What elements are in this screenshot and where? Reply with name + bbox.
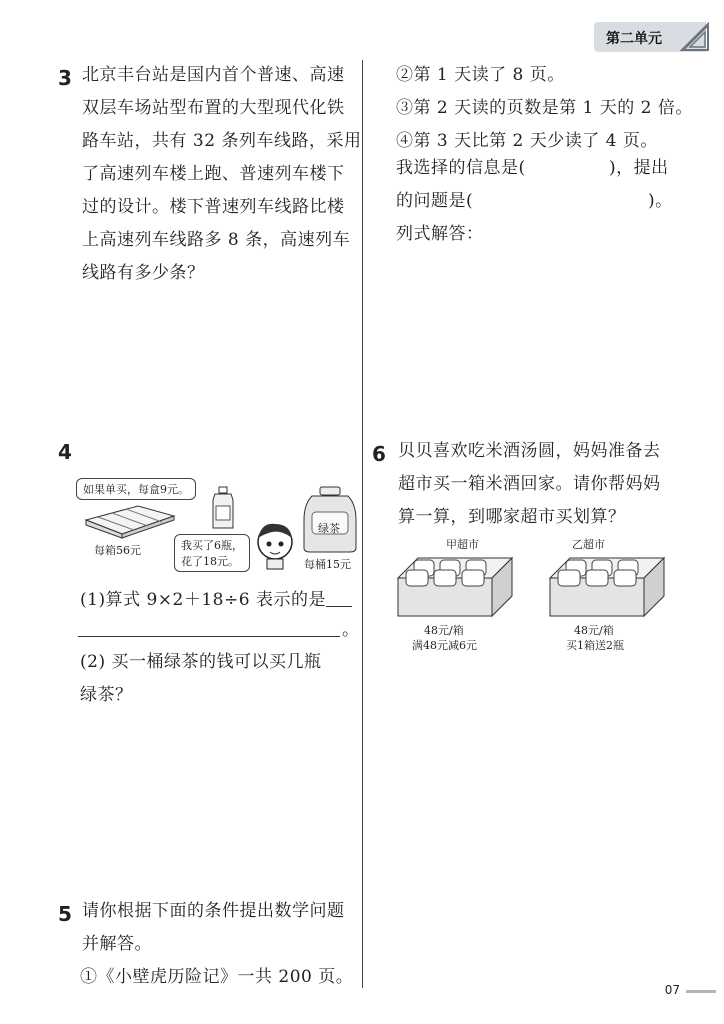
tea-box-caption: 每箱56元 [94,544,141,557]
child-character-image [252,520,298,570]
q4-part1-period: 。 [342,620,360,640]
store-b-promo: 买1箱送2瓶 [566,639,624,652]
q5-choose-prefix: 我选择的信息是( [396,158,526,178]
q6-line: 超市买一箱米酒回家。请你帮妈妈 [398,474,661,494]
bubble-line: 我买了6瓶， [181,539,243,552]
question-6-number: 6 [372,442,386,466]
store-a-promo: 满48元减6元 [412,639,477,652]
green-tea-label: 绿茶 [318,522,340,535]
q3-line: 上高速列车线路多 8 条，高速列车 [82,230,351,250]
q4-part1-text: (1)算式 9×2＋18÷6 表示的是 [80,590,326,610]
unit-label: 第二单元 [606,31,662,47]
tea-bottle-image [210,486,236,530]
q4-part1-answer-blank[interactable] [326,606,352,607]
q5-condition: ③第 2 天读的页数是第 1 天的 2 倍。 [396,98,693,118]
ruler-triangle-icon [678,20,712,54]
page-number-accent [686,990,716,993]
speech-bubble-bought [174,534,250,572]
q3-line: 过的设计。楼下普速列车线路比楼 [82,197,345,217]
tea-box-image [78,498,178,540]
q6-line: 算一算，到哪家超市买划算？ [398,507,626,527]
q3-line: 双层车场站型布置的大型现代化铁 [82,98,345,118]
q4-part2-line: (2) 买一桶绿茶的钱可以买几瓶 [80,652,322,672]
q5-answer-label: 列式解答： [396,224,484,244]
q5-line: 并解答。 [82,934,152,954]
speech-bubble-single-price: 如果单买，每盒9元。 [76,478,196,500]
question-3-number: 3 [58,66,72,90]
q5-condition: ④第 3 天比第 2 天少读了 4 页。 [396,131,658,151]
question-5-number: 5 [58,902,72,926]
q6-line: 贝贝喜欢吃米酒汤圆，妈妈准备去 [398,441,661,461]
store-a-price: 48元/箱 [424,624,464,637]
question-4-number: 4 [58,440,72,464]
q5-condition: ①《小壁虎历险记》一共 200 页。 [80,967,354,987]
q5-question-prefix: 的问题是( [396,191,474,211]
column-divider [362,60,363,988]
q5-line: 请你根据下面的条件提出数学问题 [82,901,345,921]
q3-line: 北京丰台站是国内首个普速、高速 [82,65,345,85]
store-b-name: 乙超市 [572,538,605,551]
q3-line: 了高速列车楼上跑、普速列车楼下 [82,164,345,184]
green-tea-bucket-caption: 每桶15元 [304,558,351,571]
store-b-price: 48元/箱 [574,624,614,637]
q3-line: 线路有多少条？ [82,263,205,283]
q4-part1-answer-blank[interactable] [78,636,340,637]
page-number: 07 [664,983,680,997]
q5-question-suffix: )。 [648,191,673,211]
rice-wine-crate-a-image [396,552,514,618]
unit-tab [594,22,706,52]
bubble-line: 花了18元。 [181,555,239,568]
q3-line: 路车站，共有 32 条列车线路，采用 [82,131,362,151]
q5-choose-suffix: )，提出 [609,158,669,178]
q4-part2-line: 绿茶？ [80,685,133,705]
store-a-name: 甲超市 [446,538,479,551]
rice-wine-crate-b-image [548,552,666,618]
q5-condition: ②第 1 天读了 8 页。 [396,65,565,85]
